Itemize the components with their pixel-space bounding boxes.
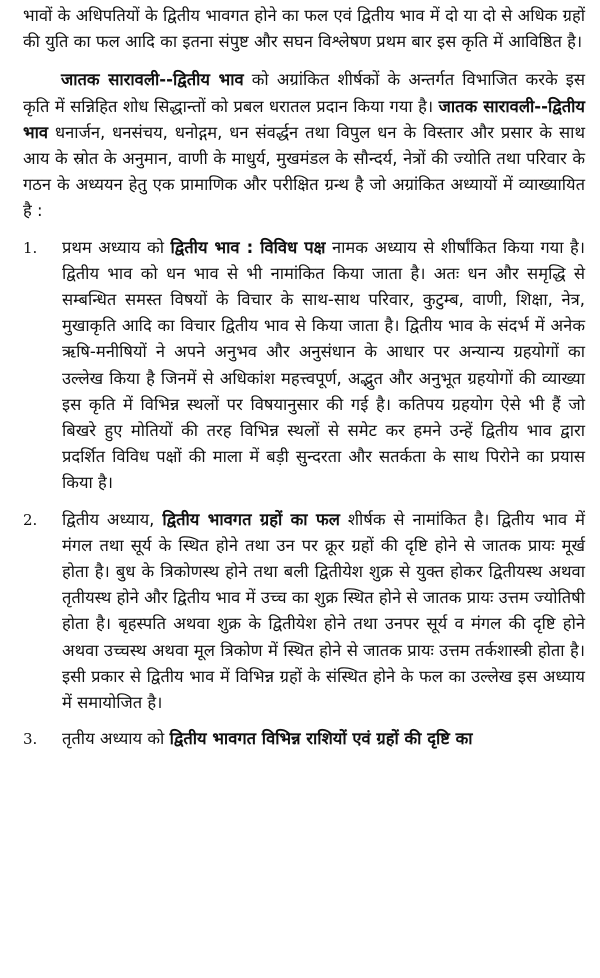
intro-paragraph: भावों के अधिपतियों के द्वितीय भावगत होने का फल एवं द्वितीय भाव में दो या दो से अधिक ग्रहों की युति का फल आदि का इतना संपुष्ट और सघन विश्लेषण प्रथम बार इस कृति में आविष्ठित है। [23, 6, 585, 52]
chapter-prefix: तृतीय अध्याय को [62, 729, 170, 749]
overview-text: को अग्रांकित शीर्षकों के अन्तर्गत विभाजित करके इस कृति में सन्निहित शोध सिद्धान्तों को प्रबल धरातल प्रदान किया गया है। [23, 70, 586, 116]
book-title-bold: जातक सारावली--द्वितीय भाव [61, 70, 244, 90]
chapter-title: द्वितीय भावगत ग्रहों का फल [162, 509, 340, 529]
chapter-item [23, 507, 585, 717]
chapter-text: नामक अध्याय से शीर्षांकित किया गया है। द्वितीय भाव को धन भाव से भी नामांकित किया जाता है। अतः धन और समृद्धि से सम्बन्धित समस्त विषयों के विचार के साथ-साथ परिवार, कुटुम्ब, वाणी, शिक्षा, नेत्र, मुखाकृति आदि का विचार द्वितीय भाव से किया जाता है। द्वितीय भाव के संदर्भ में अनेक ऋषि-मनीषियों ने अपने अनुभव और अनुसंधान के आधार पर अन्यान्य ग्रहयोगों का उल्लेख किया है जिनमें से अधिकांश महत्त्वपूर्ण, अद्भुत और अनुभूत ग्रहयोगों की व्याख्या इस कृति में विभिन्न स्थलों पर विषयानुसार की गई है। कतिपय ग्रहयोग ऐसे भी हैं जो बिखरे हुए मोतियों की तरह विभिन्न स्थलों से समेट कर हमने उन्हें द्वितीय भाव द्वारा प्रदर्शित विविध पक्षों की माला में बड़ी सुन्दरता और सतर्कता के साथ पिरोने का प्रयास किया है। [62, 237, 585, 493]
chapter-text: शीर्षक से नामांकित है। द्वितीय भाव में मंगल तथा सूर्य के स्थित होने तथा उन पर क्रूर ग्रहों की दृष्टि होने से जातक प्रायः मूर्ख होता है। बुध के त्रिकोणस्थ होने तथा बली द्वितीयेश शुक्र से युक्त होकर द्वितीयस्थ अथवा तृतीयस्थ होने और द्वितीय भाव में उच्च का शुक्र स्थित होने से जातक प्रायः उत्तम ज्योतिषी होता है। बृहस्पति अथवा शुक्र के द्वितीयेश होने तथा उनपर सूर्य व मंगल की दृष्टि होने अथवा उच्चस्थ अथवा मूल त्रिकोण में स्थित होने से जातक प्रायः उत्तम तर्कशास्त्री होता है। इसी प्रकार से द्वितीय भाव में विभिन्न ग्रहों के संस्थित होने के फल का उल्लेख इस अध्याय में समायोजित है। [62, 509, 585, 713]
chapter-title: द्वितीय भाव : विविध पक्ष [170, 237, 326, 257]
chapter-number: 1. [23, 238, 38, 257]
chapter-prefix: द्वितीय अध्याय, [62, 509, 163, 529]
chapter-item [23, 235, 585, 497]
chapter-item [23, 726, 585, 752]
overview-paragraph [23, 67, 585, 224]
book-title-bold: जातक सारावली--द्वितीय भाव [23, 96, 585, 142]
chapter-number: 2. [23, 510, 38, 529]
overview-text: धनार्जन, धनसंचय, धनोद्गम, धन संवर्द्धन तथा विपुल धन के विस्तार और प्रसार के साथ आय के स्रोत के अनुमान, वाणी के माधुर्य, मुखमंडल के सौन्दर्य, नेत्रों की ज्योति तथा परिवार के गठन के अध्ययन हेतु एक प्रामाणिक और परीक्षित ग्रन्थ है जो अग्रांकित अध्यायों में व्याख्यायित है : [23, 122, 585, 221]
chapter-list [23, 235, 585, 753]
chapter-title: द्वितीय भावगत विभिन्न राशियों एवं ग्रहों की दृष्टि का [169, 729, 473, 749]
chapter-number: 3. [23, 730, 38, 749]
chapter-prefix: प्रथम अध्याय को [62, 237, 171, 257]
